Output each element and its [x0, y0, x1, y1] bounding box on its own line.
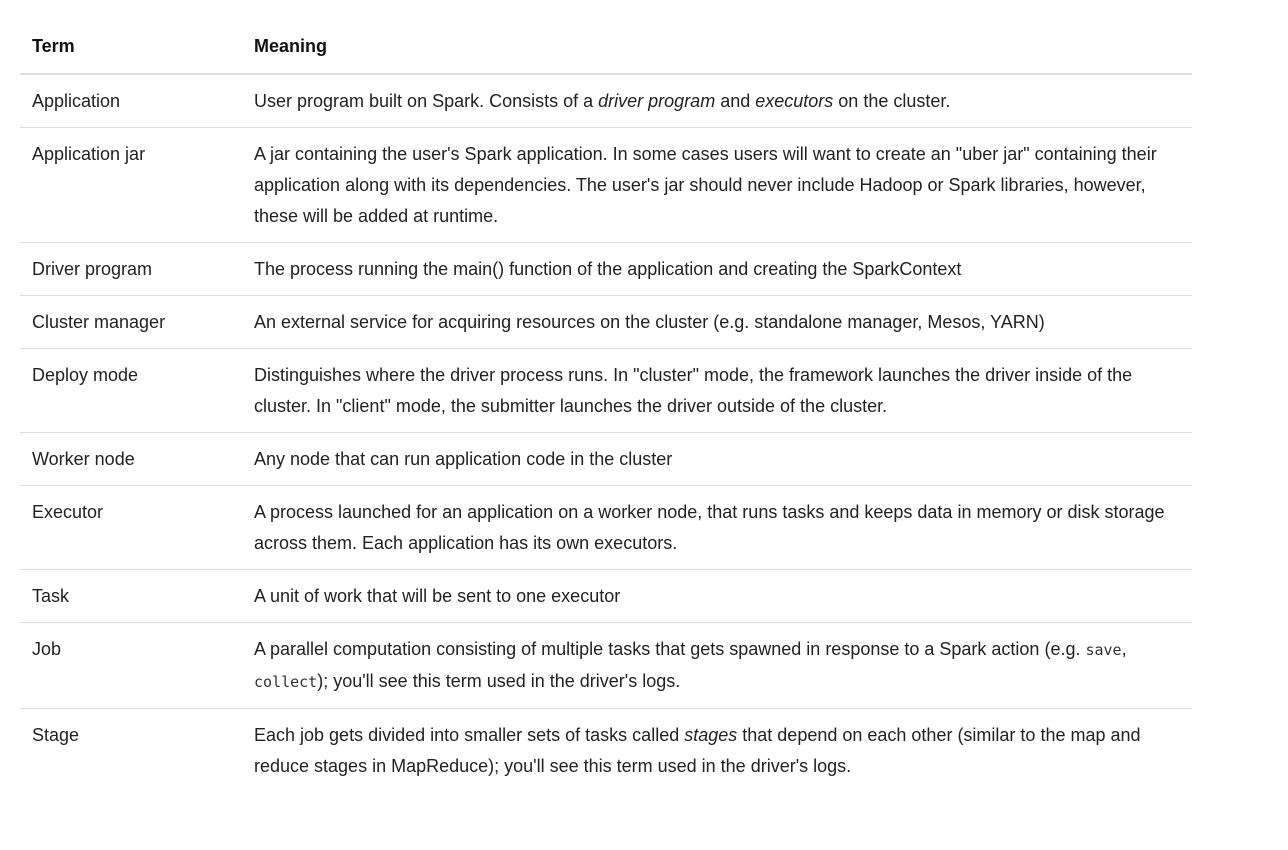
- meaning-cell: [244, 243, 1192, 296]
- table-row: [20, 570, 1192, 623]
- meaning-text: Distinguishes where the driver process runs. In "cluster" mode, the framework launches the driver inside of the cluster. In "client" mode, the submitter launches the driver outside of the cluster.: [254, 365, 1133, 416]
- meaning-text: that depend on each other (similar to the map and reduce stages in MapReduce); you'll see this term used in the driver's logs.: [254, 725, 1141, 776]
- meaning-text: User program built on Spark. Consists of a: [254, 91, 599, 111]
- meaning-cell: [244, 349, 1192, 433]
- term-cell: Deploy mode: [20, 349, 244, 433]
- table-row: [20, 623, 1192, 709]
- meaning-cell: [244, 128, 1192, 243]
- term-cell: Executor: [20, 486, 244, 570]
- term-cell: Cluster manager: [20, 296, 244, 349]
- table-row: [20, 709, 1192, 793]
- meaning-cell: [244, 433, 1192, 486]
- glossary-table: [20, 19, 1192, 792]
- table-row: [20, 243, 1192, 296]
- table-row: [20, 296, 1192, 349]
- meaning-text: A jar containing the user's Spark application. In some cases users will want to create an "uber jar" containing their application along with its dependencies. The user's jar should never include Hadoop or Spark libraries, however, these will be added at runtime.: [254, 144, 1157, 226]
- table-row: [20, 433, 1192, 486]
- header-meaning: Meaning: [244, 19, 1192, 74]
- meaning-text: A unit of work that will be sent to one executor: [254, 586, 621, 606]
- term-cell: Job: [20, 623, 244, 709]
- table-header-row: [20, 19, 1192, 74]
- term-cell: Driver program: [20, 243, 244, 296]
- meaning-text: The process running the main() function of the application and creating the SparkContext: [254, 259, 962, 279]
- meaning-cell: [244, 570, 1192, 623]
- meaning-cell: [244, 623, 1192, 709]
- meaning-text: A parallel computation consisting of multiple tasks that gets spawned in response to a Spark action (e.g.: [254, 639, 1086, 659]
- term-cell: Application: [20, 74, 244, 128]
- meaning-cell: [244, 709, 1192, 793]
- term-cell: Task: [20, 570, 244, 623]
- emphasis-text: stages: [684, 725, 738, 745]
- meaning-cell: [244, 74, 1192, 128]
- meaning-text: An external service for acquiring resources on the cluster (e.g. standalone manager, Mesos, YARN): [254, 312, 1045, 332]
- meaning-text: Each job gets divided into smaller sets of tasks called: [254, 725, 685, 745]
- table-row: [20, 128, 1192, 243]
- meaning-text: ); you'll see this term used in the driver's logs.: [317, 671, 681, 691]
- emphasis-text: executors: [755, 91, 834, 111]
- meaning-cell: [244, 296, 1192, 349]
- meaning-text: Any node that can run application code in the cluster: [254, 449, 673, 469]
- meaning-text: A process launched for an application on a worker node, that runs tasks and keeps data in memory or disk storage across them. Each application has its own executors.: [254, 502, 1165, 553]
- meaning-text: on the cluster.: [833, 91, 951, 111]
- header-term: Term: [20, 19, 244, 74]
- emphasis-text: driver program: [598, 91, 716, 111]
- table-row: [20, 486, 1192, 570]
- meaning-text: ,: [1121, 639, 1127, 659]
- meaning-text: and: [715, 91, 756, 111]
- meaning-cell: [244, 486, 1192, 570]
- term-cell: Stage: [32, 725, 80, 745]
- inline-code: save: [1085, 641, 1122, 659]
- inline-code: collect: [254, 673, 318, 691]
- term-cell: Application jar: [20, 128, 244, 243]
- table-row: [20, 74, 1192, 128]
- table-row: [20, 349, 1192, 433]
- term-cell: Worker node: [20, 433, 244, 486]
- glossary-body: [20, 74, 1192, 792]
